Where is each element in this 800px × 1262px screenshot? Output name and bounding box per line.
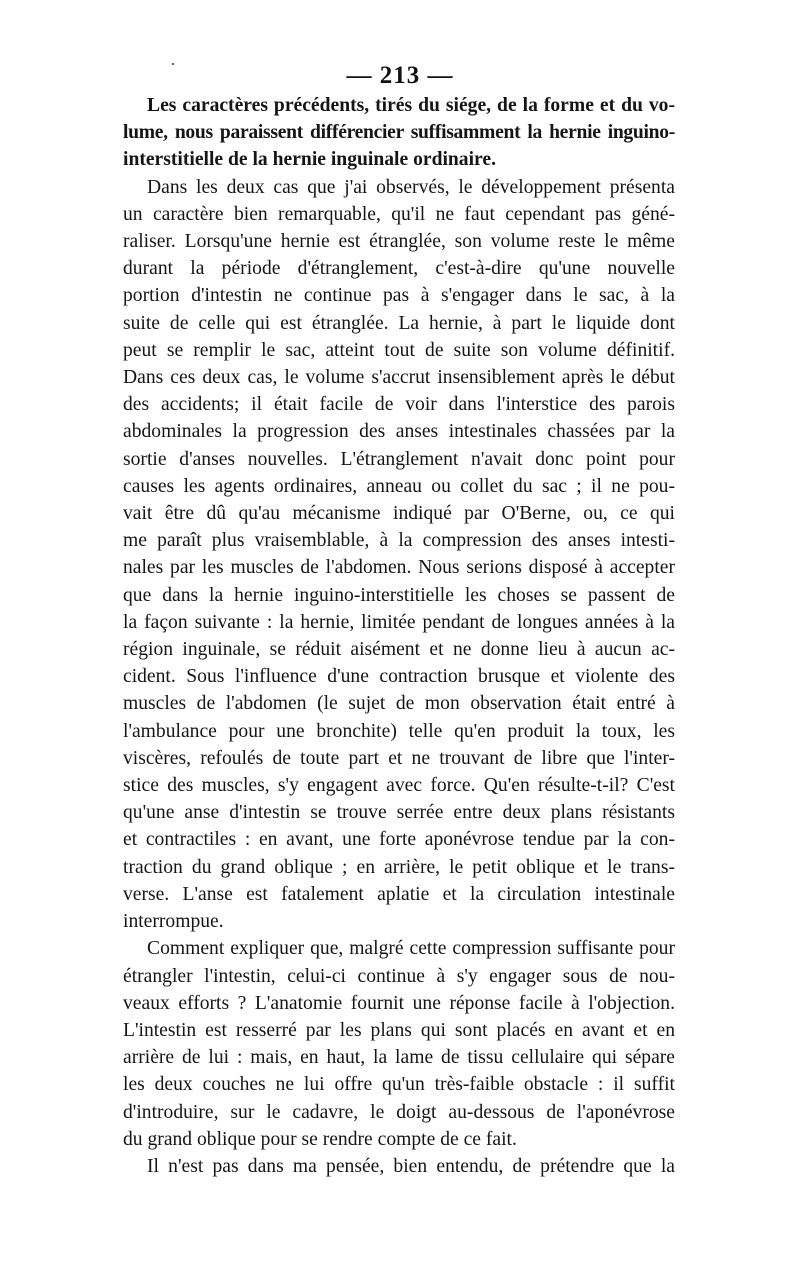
text-line: nales par les muscles de l'abdomen. Nous serions disposé à accepter	[123, 557, 675, 579]
text-line: L'intestin est resserré par les plans qui sont placés en avant et en	[123, 1019, 675, 1041]
text-line: interstitielle de la hernie inguinale ordinaire.	[123, 149, 496, 171]
text-line: vait être dû qu'au mécanisme indiqué par O'Berne, ou, ce qui	[123, 503, 675, 525]
text-line: me paraît plus vraisemblable, à la compression des anses intesti-	[123, 530, 675, 552]
text-line: Il n'est pas dans ma pensée, bien entendu, de prétendre que la	[147, 1155, 675, 1177]
page-body	[123, 92, 675, 1180]
text-line: viscères, refoulés de toute part et ne trouvant de libre que l'inter-	[123, 747, 675, 769]
text-line: peut se remplir le sac, atteint tout de suite son volume définitif.	[123, 339, 675, 361]
paragraph-4	[123, 1153, 675, 1180]
text-line: Comment expliquer que, malgré cette compression suffisante pour	[147, 938, 675, 960]
text-line: étrangler l'intestin, celui-ci continue à s'y engager sous de nou-	[123, 965, 675, 987]
text-line: que dans la hernie inguino-interstitielle les choses se passent de	[123, 584, 675, 606]
text-line: Dans les deux cas que j'ai observés, le développement présenta	[147, 176, 675, 198]
text-line: d'introduire, sur le cadavre, le doigt au-dessous de l'aponévrose	[123, 1101, 675, 1123]
text-line: un caractère bien remarquable, qu'il ne faut cependant pas géné-	[123, 203, 675, 225]
text-line: arrière de lui : mais, en haut, la lame de tissu cellulaire qui sépare	[123, 1047, 675, 1069]
text-line: verse. L'anse est fatalement aplatie et la circulation intestinale	[123, 883, 675, 905]
text-line: la façon suivante : la hernie, limitée pendant de longues années à la	[123, 611, 675, 633]
text-line: région inguinale, se réduit aisément et ne donne lieu à aucun ac-	[123, 639, 675, 661]
text-line: abdominales la progression des anses intestinales chassées par la	[123, 421, 675, 443]
text-line: causes les agents ordinaires, anneau ou collet du sac ; il ne pou-	[123, 475, 675, 497]
text-line: sortie d'anses nouvelles. L'étranglement n'avait donc point pour	[123, 448, 675, 470]
paragraph-1	[123, 92, 675, 174]
text-line: du grand oblique pour se rendre compte de ce fait.	[123, 1128, 517, 1150]
paragraph-3	[123, 935, 675, 1153]
paragraph-2	[123, 174, 675, 936]
text-line: cident. Sous l'influence d'une contraction brusque et violente des	[123, 666, 675, 688]
text-line: durant la période d'étranglement, c'est-à-dire qu'une nouvelle	[123, 258, 675, 280]
text-line: Les caractères précédents, tirés du siége, de la forme et du vo-	[147, 95, 675, 116]
text-line: lume, nous paraissent différencier suffisamment la hernie inguino-	[123, 122, 675, 144]
text-line: les deux couches ne lui offre qu'un très-faible obstacle : il suffit	[123, 1074, 675, 1096]
text-line: raliser. Lorsqu'une hernie est étranglée, son volume reste le même	[123, 231, 675, 253]
text-line: muscles de l'abdomen (le sujet de mon observation était entré à	[123, 693, 675, 715]
text-line: et contractiles : en avant, une forte aponévrose tendue par la con-	[123, 829, 675, 851]
page-number: — 213 —	[346, 62, 454, 89]
text-line: interrompue.	[123, 911, 224, 933]
text-line: des accidents; il était facile de voir dans l'interstice des parois	[123, 394, 675, 416]
text-line: veaux efforts ? L'anatomie fournit une réponse facile à l'objection.	[123, 992, 675, 1014]
text-line: portion d'intestin ne continue pas à s'engager dans le sac, à la	[123, 285, 675, 307]
text-line: traction du grand oblique ; en arrière, le petit oblique et le trans-	[123, 856, 675, 878]
text-line: qu'une anse d'intestin se trouve serrée entre deux plans résistants	[123, 802, 675, 824]
text-line: l'ambulance pour une bronchite) telle qu'en produit la toux, les	[123, 720, 675, 742]
text-line: stice des muscles, s'y engagent avec force. Qu'en résulte-t-il? C'est	[123, 775, 675, 797]
text-line: Dans ces deux cas, le volume s'accrut insensiblement après le début	[123, 367, 675, 389]
text-line: suite de celle qui est étranglée. La hernie, à part le liquide dont	[123, 312, 675, 334]
